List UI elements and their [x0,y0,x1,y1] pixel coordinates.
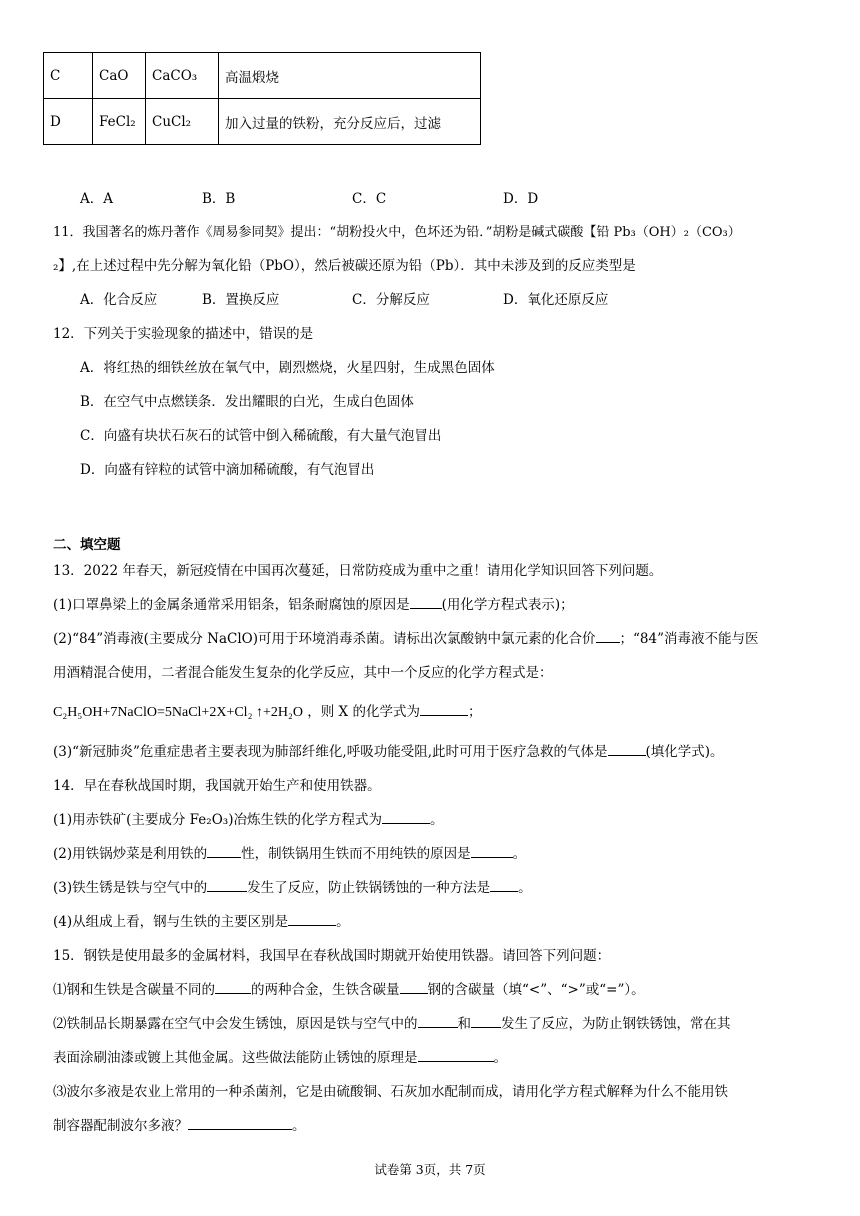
q14-part3-tail: 。 [518,880,532,896]
q12-option-c: C．向盛有块状石灰石的试管中倒入稀硫酸，有大量气泡冒出 [80,428,442,444]
answer-blank[interactable] [188,1115,292,1130]
q14-part4 [53,910,350,930]
q10-option-b: B．B [202,191,236,207]
substance-cell: CaO [93,53,146,99]
q14-part2-tail: 。 [512,846,527,862]
q14-part1 [53,808,443,828]
q13-part3-tail: (填化学式)。 [645,744,724,760]
q11-option-a: A．化合反应 [80,292,158,308]
q11-option-b: B．置换反应 [202,292,280,308]
q14-part4-text: (4)从组成上看，钢与生铁的主要区别是 [53,914,289,930]
q11-stem-line2: ₂】,在上述过程中先分解为氧化铅（PbO），然后被碳还原为铅（Pb）．其中未涉及到的反应类型是 [53,258,636,274]
page-footer: 试卷第 3页，共 7页 [374,1162,486,1177]
q15-stem: 15．钢铁是使用最多的金属材料，我国早在春秋战国时期就开始使用铁器。请回答下列问题： [53,948,611,964]
q13-part2-text: (2)“84”消毒液(主要成分 NaClO)可用于环境消毒杀菌。请标出次氯酸钠中氯元素的化合价 [53,631,596,647]
q13-equation-line [53,700,481,721]
q13-part2 [53,627,759,647]
answer-blank[interactable] [420,701,468,716]
table-row [44,99,481,145]
q13-part1 [53,593,574,613]
q12-option-a: A．将红热的细铁丝放在氧气中，剧烈燃烧，火星四射，生成黑色固体 [80,360,495,376]
q15-part1-text: ⑴钢和生铁是含碳量不同的 [53,982,215,998]
q13-part2-tail: ；“84”消毒液不能与医 [619,631,759,647]
q11-option-d: D．氧化还原反应 [503,292,609,308]
q15-part2-and: 和 [457,1016,471,1032]
answer-blank[interactable] [418,1013,458,1028]
q13-part3-text: (3)“新冠肺炎”危重症患者主要表现为肺部纤维化,呼吸功能受阻,此时可用于医疗急救的气体是 [53,744,608,760]
method-cell: 高温煅烧 [219,53,481,99]
q12-option-b: B．在空气中点燃镁条．发出耀眼的白光，生成白色固体 [80,394,414,410]
q15-part2-line2-tail: 。 [493,1050,507,1066]
section-title: 二、填空题 [53,537,121,553]
answer-blank[interactable] [608,741,646,756]
q15-part2-line2 [53,1046,507,1066]
q15-part1-mid: 的两种合金，生铁含碳量 [251,982,400,998]
answer-blank[interactable] [207,843,241,858]
q14-part1-text: (1)用赤铁矿(主要成分 Fe₂O₃)冶炼生铁的化学方程式为 [53,812,382,828]
q15-part1 [53,978,645,998]
row-label: D [44,99,93,145]
answer-blank[interactable] [490,877,518,892]
substance-cell: FeCl₂ [93,99,146,145]
q14-part2-text: (2)用铁锅炒菜是利用铁的 [53,846,208,862]
options-table [43,52,481,145]
table-row [44,53,481,99]
row-label: C [44,53,93,99]
q13-stem: 13．2022 年春天，新冠疫情在中国再次蔓延，日常防疫成为重中之重！请用化学知识回答下列问题。 [53,563,663,579]
q14-part4-tail: 。 [336,914,350,930]
q13-part1-text: (1)口罩鼻梁上的金属条通常采用铝条，铝条耐腐蚀的原因是 [53,597,410,613]
q15-part3-line2 [53,1114,306,1134]
answer-blank[interactable] [288,911,336,926]
q15-part3-line2-text: 制容器配制波尔多液？ [53,1118,188,1134]
q10-option-c: C．C [352,191,387,207]
equation-followup: ，则 X 的化学式为 [307,704,420,720]
impurity-cell: CaCO₃ [146,53,219,99]
q14-part2 [53,842,526,862]
q12-stem: 12．下列关于实验现象的描述中，错误的是 [53,326,314,342]
q13-part1-tail: (用化学方程式表示)； [441,597,574,613]
q10-option-d: D．D [503,191,539,207]
answer-blank[interactable] [382,809,430,824]
q14-part3-text: (3)铁生锈是铁与空气中的 [53,880,208,896]
q13-part3 [53,740,724,760]
q15-part2-tail: 发生了反应，为防止钢铁锈蚀，常在其 [501,1016,731,1032]
q12-option-d: D．向盛有锌粒的试管中滴加稀硫酸，有气泡冒出 [80,462,375,478]
q13-part2-line2: 用酒精混合使用，二者混合能发生复杂的化学反应，其中一个反应的化学方程式是： [53,665,553,681]
q15-part2-line2-text: 表面涂刷油漆或镀上其他金属。这些做法能防止锈蚀的原理是 [53,1050,418,1066]
q14-part2-mid: 性，制铁锅用生铁而不用纯铁的原因是 [241,846,471,862]
method-cell: 加入过量的铁粉，充分反应后，过滤 [219,99,481,145]
answer-blank[interactable] [471,843,513,858]
q15-part3-line2-tail: 。 [292,1118,306,1134]
answer-blank[interactable] [400,979,428,994]
answer-blank[interactable] [207,877,247,892]
impurity-cell: CuCl₂ [146,99,219,145]
q15-part1-tail: 钢的含碳量（填“<”、“>”或“=”）。 [427,982,645,998]
q14-stem: 14．早在春秋战国时期，我国就开始生产和使用铁器。 [53,778,381,794]
answer-blank[interactable] [471,1013,501,1028]
answer-blank[interactable] [215,979,251,994]
q14-part3 [53,876,532,896]
equation-end: ； [467,704,482,720]
q11-option-c: C．分解反应 [352,292,430,308]
answer-blank[interactable] [418,1047,494,1062]
q11-stem-line1: 11．我国著名的炼丹著作《周易参同契》提出：“胡粉投火中，色坏还为铅．”胡粉是碱式碳酸【铅 Pb₃（OH）₂（CO₃） [53,225,741,240]
q15-part2 [53,1012,731,1032]
q15-part3: ⑶波尔多液是农业上常用的一种杀菌剂，它是由硫酸铜、石灰加水配制而成，请用化学方程式解释为什么不能用铁 [53,1084,728,1100]
q15-part2-text: ⑵铁制品长期暴露在空气中会发生锈蚀，原因是铁与空气中的 [53,1016,418,1032]
answer-blank[interactable] [596,628,620,643]
chemical-equation: C₂H₅OH+7NaClO=5NaCl+2X+Cl₂ ↑+2H₂O [53,705,303,720]
q10-option-a: A．A [80,191,113,207]
q14-part1-tail: 。 [429,812,444,828]
answer-blank[interactable] [410,594,442,609]
q14-part3-mid: 发生了反应，防止铁锅锈蚀的一种方法是 [247,880,491,896]
